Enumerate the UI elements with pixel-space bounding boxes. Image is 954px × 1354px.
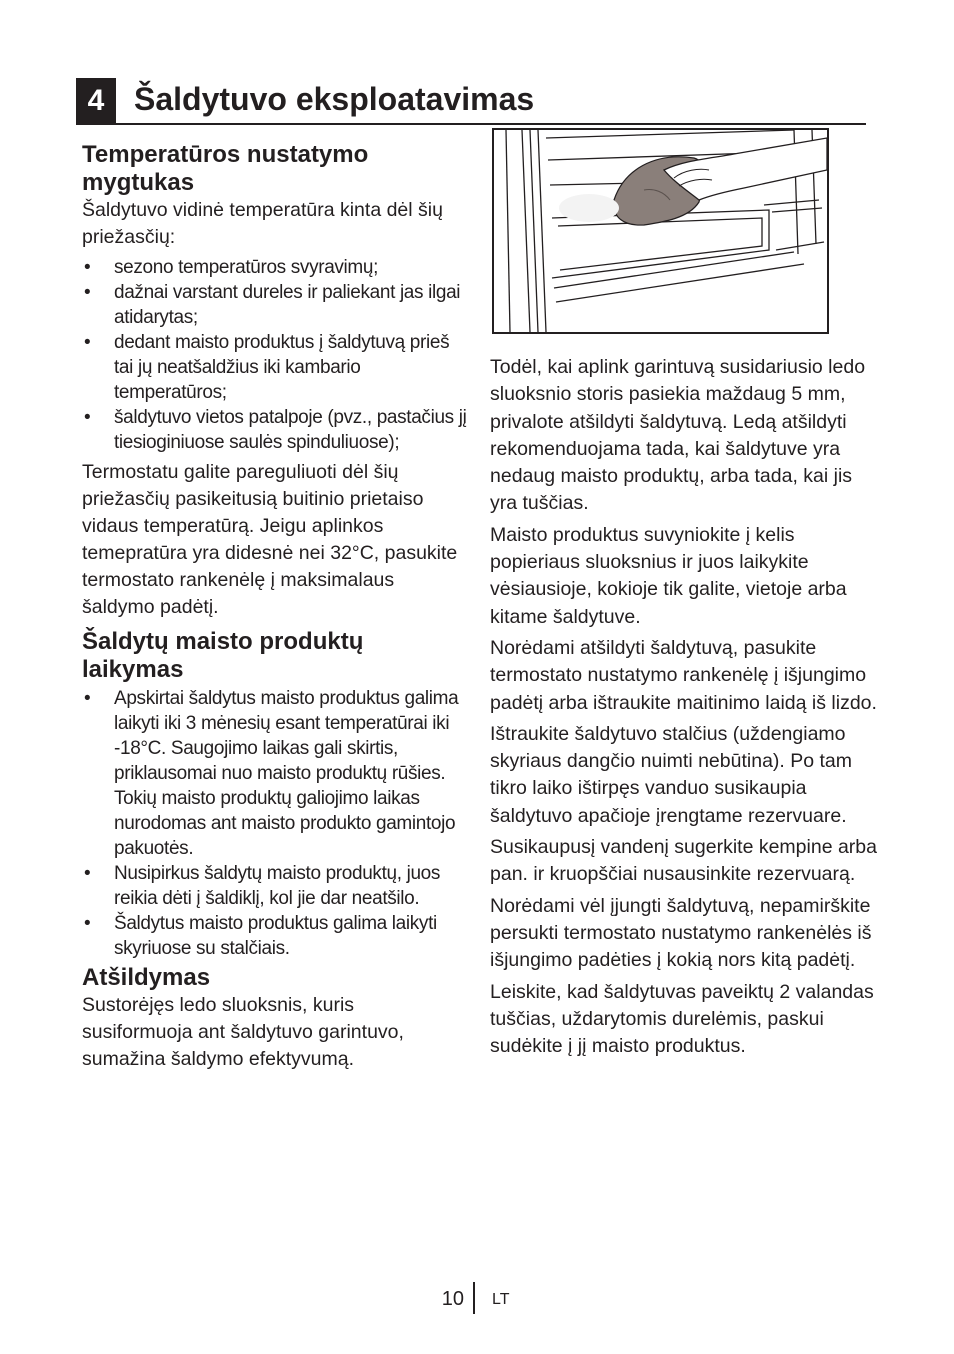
defrost-intro-paragraph: Sustorėjęs ledo sluoksnis, kuris susiformuoja ant šaldytuvo garintuvo, sumažina šaldymo efektyvumą. bbox=[82, 994, 404, 1070]
list-item: • sezono temperatūros svyravimų; bbox=[82, 255, 468, 280]
defrost-paragraph: Norėdami vėl įjungti šaldytuvą, nepamirškite persukti termostato nustatymo rankenėlės iš išjungimo padėties į kokią nors kitą padėtį. bbox=[490, 894, 872, 972]
language-code: LT bbox=[492, 1291, 510, 1308]
temperature-causes-list bbox=[82, 255, 468, 455]
section-heading-defrosting: Atšildymas bbox=[82, 964, 211, 991]
list-item: • šaldytuvo vietos patalpoje (pvz., pastačius jį tiesioginiuose saulės spinduliuose); bbox=[82, 405, 468, 455]
defrost-paragraph: Maisto produktus suvyniokite į kelis popieriaus sluoksnius ir juos laikykite vėsiausioje, kokioje tik galite, vietoje arba kitame šaldytuve. bbox=[490, 523, 847, 628]
defrost-paragraph: Leiskite, kad šaldytuvas paveiktų 2 valandas tuščias, uždarytomis durelėmis, paskui sudėkite į jį maisto produktus. bbox=[490, 980, 874, 1058]
chapter-number: 4 bbox=[76, 78, 116, 123]
footer-divider bbox=[473, 1282, 475, 1314]
frozen-food-list bbox=[82, 686, 468, 961]
list-item: • Šaldytus maisto produktus galima laikyti skyriuose su stalčiais. bbox=[82, 911, 468, 961]
chapter-title: Šaldytuvo eksploatavimas bbox=[134, 81, 535, 117]
list-item: • dažnai varstant dureles ir paliekant jas ilgai atidarytas; bbox=[82, 280, 468, 330]
defrost-paragraph: Norėdami atšildyti šaldytuvą, pasukite termostato nustatymo rankenėlę į išjungimo padėtį arba ištraukite maitinimo laidą iš lizdo. bbox=[490, 636, 877, 714]
section-heading-temperature: Temperatūros nustatymo mygtukas bbox=[82, 141, 369, 196]
defrost-paragraph: Todėl, kai aplink garintuvą susidariusio ledo sluoksnio storis pasiekia maždaug 5 mm, privalote atšildyti šaldytuvą. Ledą atšildyti rekomenduojama tada, kai šaldytuve yra nedaug maisto produktų, arba tada, kai jis yra tuščias. bbox=[490, 356, 866, 515]
list-item: • Apskirtai šaldytus maisto produktus galima laikyti iki 3 mėnesių esant temperatūrai iki -18°C. Saugojimo laikas gali skirtis, priklausomai nuo maisto produktų rūšies. Tokių maisto produktų galiojimo laikas nurodomas ant maisto produkto gamintojo pakuotės. bbox=[82, 686, 468, 861]
thermostat-paragraph: Termostatu galite pareguliuoti dėl šių priežasčių pasikeitusią buitinio prietaiso vidaus temperatūrą. Jeigu aplinkos temepratūra yra didesnė nei 32°C, pasukite termostato rankenėlę į maksimalaus šaldymo padėtį. bbox=[82, 461, 458, 618]
defrost-illustration bbox=[492, 128, 829, 334]
defrost-paragraph: Ištraukite šaldytuvo stalčius (uždengiamo skyriaus dangčio nuimti nebūtina). Po tam tikro laiko ištirpęs vanduo susikaupia šaldytuvo apačioje įrengtame rezervuare. bbox=[490, 722, 853, 827]
page-number: 10 bbox=[441, 1288, 464, 1310]
section-intro: Šaldytuvo vidinė temperatūra kinta dėl šių priežasčių: bbox=[82, 199, 443, 248]
right-column bbox=[490, 354, 880, 1064]
hand-wiping-fridge-image bbox=[494, 130, 827, 332]
chapter-header bbox=[76, 78, 866, 125]
list-item: • Nusipirkus šaldytų maisto produktų, juos reikia dėti į šaldiklį, kol jie dar neatšilo. bbox=[82, 861, 468, 911]
left-column bbox=[82, 141, 468, 1073]
list-item: • dedant maisto produktus į šaldytuvą prieš tai jų neatšaldžius iki kambario temperatūros; bbox=[82, 330, 468, 405]
section-heading-frozen-food: Šaldytų maisto produktų laikymas bbox=[82, 628, 364, 683]
defrost-paragraph: Susikaupusį vandenį sugerkite kempine arba pan. ir kruopščiai nusausinkite rezervuarą. bbox=[490, 836, 877, 886]
